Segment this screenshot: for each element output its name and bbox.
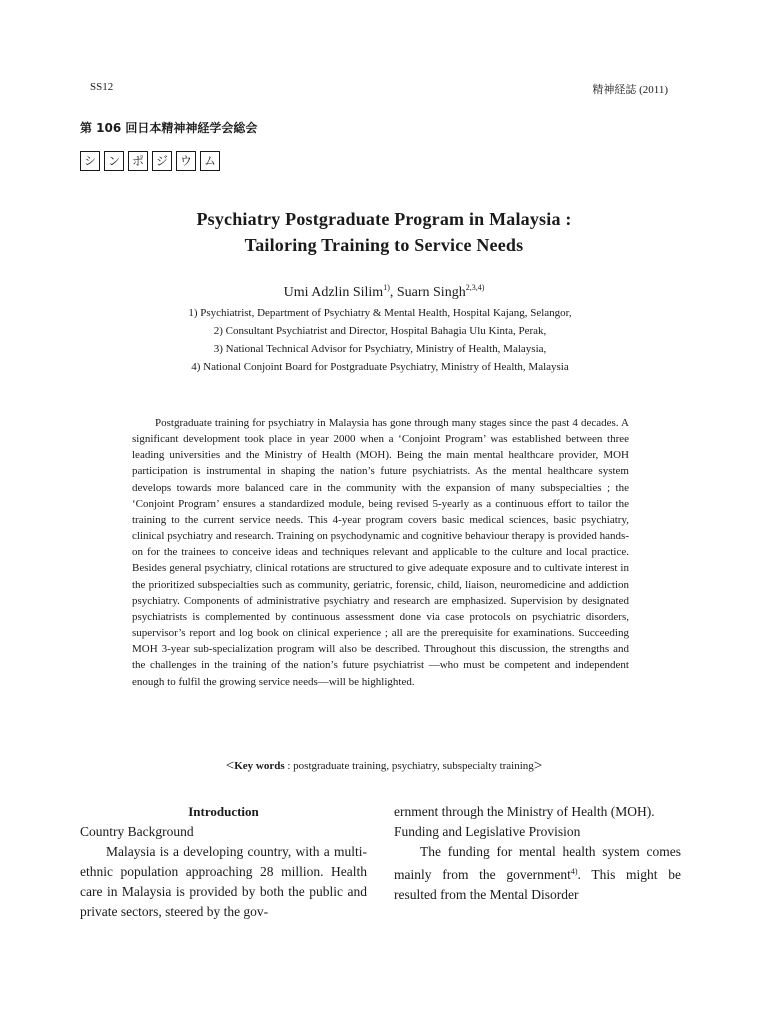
citation-marker: 4) bbox=[570, 867, 578, 876]
affiliation: 1) Psychiatrist, Department of Psychiatry & Mental Health, Hospital Kajang, Selangor, bbox=[188, 307, 572, 319]
author-list bbox=[0, 283, 768, 301]
body-paragraph-continuation: ernment through the Ministry of Health (MOH). bbox=[394, 804, 655, 819]
page-number: SS12 bbox=[90, 81, 114, 93]
abstract: Postgraduate training for psychiatry in Malaysia has gone through many stages since the past 4 decades. A significant development took place in year 2000 when a ‘Conjoint Program’ was established between three leading universities and the Ministry of Health (MOH). Being the main mental healthcare provider, MOH participation is instrumental in shaping the nation’s future psychiatrists. As the mental healthcare system develops towards more balanced care in the community with the expansion of many subspecialties ; the ‘Conjoint Program’ ensures a standardized module, being revised 5-yearly as a continuous effort to tailor the training to the current service needs. This 4-year program covers basic medical sciences, basic psychiatry, clinical psychiatry and research. Training on psychodynamic and cognitive behaviour therapy is provided hands-on for the trainees to conceive ideas and techniques relevant and applicable to the culture and local practice. Besides general psychiatry, clinical rotations are structured to give adequate exposure and to cultivate interest in the prioritized subspecialties such as community, geriatric, forensic, child, liaison, neuromedicine and addiction psychiatry. Components of administrative psychiatry and research are emphasized. Supervision by designated psychiatrists is complemented by continuous assessment done via case protocols on psychiatric disorders, supervisor’s report and log book on clinical experience ; all are the prerequisite for examinations. Succeeding MOH 3-year sub-specialization program will also be described. Throughout this discussion, the strengths and the challenges in the training of the nation’s future psychiatrist —who must be competent and independent enough to fulfil the growing service needs—will be highlighted. bbox=[132, 417, 629, 688]
keywords-open-bracket: < bbox=[225, 758, 235, 774]
keywords-close-bracket: > bbox=[533, 758, 543, 774]
keywords-colon: : bbox=[284, 760, 294, 772]
title-line-1: Psychiatry Postgraduate Program in Malaysia : bbox=[196, 209, 572, 229]
keywords-label: Key words bbox=[234, 760, 285, 772]
subsection-heading: Funding and Legislative Provision bbox=[394, 824, 581, 839]
affiliation-marker: 1) bbox=[383, 283, 390, 292]
symposium-char: ム bbox=[200, 151, 220, 171]
affiliation-list bbox=[0, 304, 760, 376]
body-column-right bbox=[394, 802, 681, 905]
symposium-label bbox=[80, 151, 220, 171]
journal-reference: 精神経誌 (2011) bbox=[592, 84, 668, 96]
paragraph-text: The funding for mental health system comes mainly from the government bbox=[394, 844, 681, 882]
keywords bbox=[0, 758, 768, 775]
section-heading: Introduction bbox=[188, 804, 259, 819]
paper-title bbox=[0, 206, 768, 258]
symposium-char: ポ bbox=[128, 151, 148, 171]
author-separator: , bbox=[389, 285, 397, 300]
affiliation: 3) National Technical Advisor for Psychiatry, Ministry of Health, Malaysia, bbox=[213, 343, 547, 355]
symposium-char: ン bbox=[104, 151, 124, 171]
author-name: Umi Adzlin Silim bbox=[283, 285, 384, 300]
paragraph-text: . This might be resulted from the Mental Disorder bbox=[394, 867, 681, 902]
title-line-2: Tailoring Training to Service Needs bbox=[244, 235, 524, 255]
congress-name: 第 106 回日本精神神経学会総会 bbox=[80, 121, 258, 135]
keywords-text: postgraduate training, psychiatry, subspecialty training bbox=[293, 760, 534, 772]
affiliation: 2) Consultant Psychiatrist and Director, Hospital Bahagia Ulu Kinta, Perak, bbox=[213, 325, 547, 337]
subsection-heading: Country Background bbox=[80, 824, 194, 839]
body-paragraph bbox=[394, 842, 681, 905]
body-paragraph: Malaysia is a developing country, with a multi-ethnic population approaching 28 million. Health care in Malaysia is provided by both the public and private sectors, steered by the gov- bbox=[80, 844, 367, 919]
affiliation: 4) National Conjoint Board for Postgraduate Psychiatry, Ministry of Health, Malaysia bbox=[191, 361, 569, 373]
symposium-char: ウ bbox=[176, 151, 196, 171]
symposium-char: ジ bbox=[152, 151, 172, 171]
body-column-left bbox=[80, 802, 367, 922]
symposium-char: シ bbox=[80, 151, 100, 171]
affiliation-marker: 2,3,4) bbox=[465, 283, 485, 292]
author-name: Suarn Singh bbox=[396, 285, 466, 300]
